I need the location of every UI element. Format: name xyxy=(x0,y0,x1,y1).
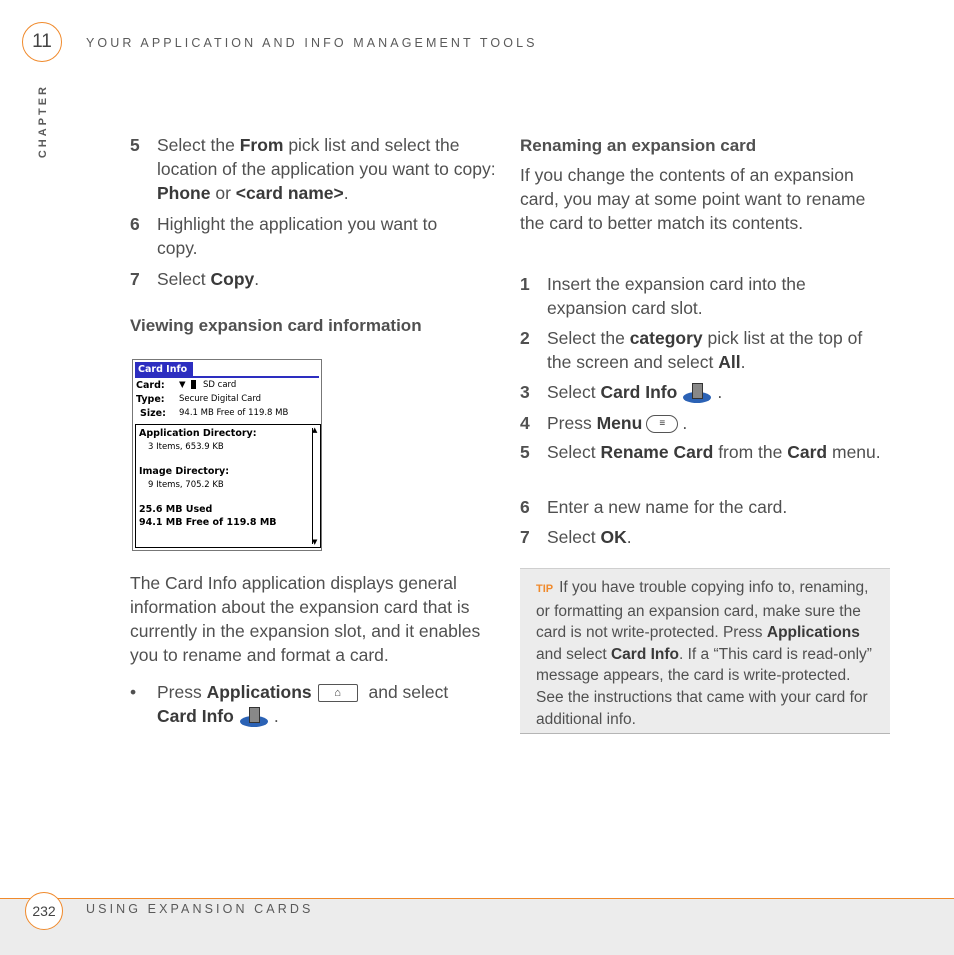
dropdown-triangle-icon: ▼ xyxy=(179,380,186,390)
card-info-description: The Card Info application displays general information about the expansion card that is currently in the expansion slot, and it enables you to rename and format a card. xyxy=(130,573,481,665)
home-icon: ⌂ xyxy=(318,684,358,702)
renaming-intro: If you change the contents of an expansion card, you may at some point want to rename the card to better match its contents. xyxy=(520,165,866,233)
card-info-screenshot: Card Info Card: ▼ SD card Type: Secure Digital Card Size: 94.1 MB Free of 119.8 MB Application Directory: 3 Items, 653.9 KB Image Directory: 9 Items, 705.2 KB 25.6 MB Used 94.1 MB Free of 119.8 MB ▲ ▼ xyxy=(132,359,322,551)
chapter-side-label: CHAPTER xyxy=(37,84,49,159)
card-directory-box: Application Directory: 3 Items, 653.9 KB Image Directory: 9 Items, 705.2 KB 25.6 MB Used 94.1 MB Free of 119.8 MB ▲ ▼ xyxy=(135,424,321,548)
running-footer: USING EXPANSION CARDS xyxy=(86,902,314,916)
screenshot-title-bar: Card Info xyxy=(135,362,193,377)
tip-label: TIP xyxy=(536,583,554,595)
card-info-icon xyxy=(683,383,711,403)
page-number-badge xyxy=(25,892,63,930)
running-header: YOUR APPLICATION AND INFO MANAGEMENT TOOLS xyxy=(86,36,538,50)
card-info-icon xyxy=(240,707,268,727)
chapter-number: 11 xyxy=(32,31,52,52)
chapter-number-badge xyxy=(22,22,62,62)
rename-steps: 1 Insert the expansion card into the expansion card slot. 2 Select the category pick list at the top of the screen and select All. 3 Select Card Info . 4 Press Menu ≡ . 5 Select Rename Card from the Card menu. 6 Enter a new name for the card. 7 Select OK. xyxy=(520,274,881,547)
step-7: 7 Select Copy. xyxy=(130,269,260,289)
step-5: 5 Select the From pick list and select the location of the application you want to copy: Phone or <card name>. xyxy=(130,135,496,203)
page-number: 232 xyxy=(32,903,56,919)
scrollbar xyxy=(312,428,318,544)
bullet-press-applications: • Press Applications ⌂ and select Card Info . xyxy=(130,682,449,726)
subhead-renaming: Renaming an expansion card xyxy=(520,136,757,155)
scroll-arrow-icon: ▲ xyxy=(312,426,318,434)
subhead-viewing: Viewing expansion card information xyxy=(130,316,422,335)
scroll-arrow-icon: ▼ xyxy=(312,538,318,546)
step-6: 6 Highlight the application you want to copy. xyxy=(130,214,438,258)
menu-icon: ≡ xyxy=(646,415,678,433)
tip-text: TIP If you have trouble copying info to, renaming, or formatting an expansion card, make sure the card is not write-protected. Press Applications and select Card Info. If a “This card is read-only” message appears, the card is write-protected. See the instructions that came with your card for additional info. xyxy=(536,579,872,728)
tip-box xyxy=(520,568,890,734)
